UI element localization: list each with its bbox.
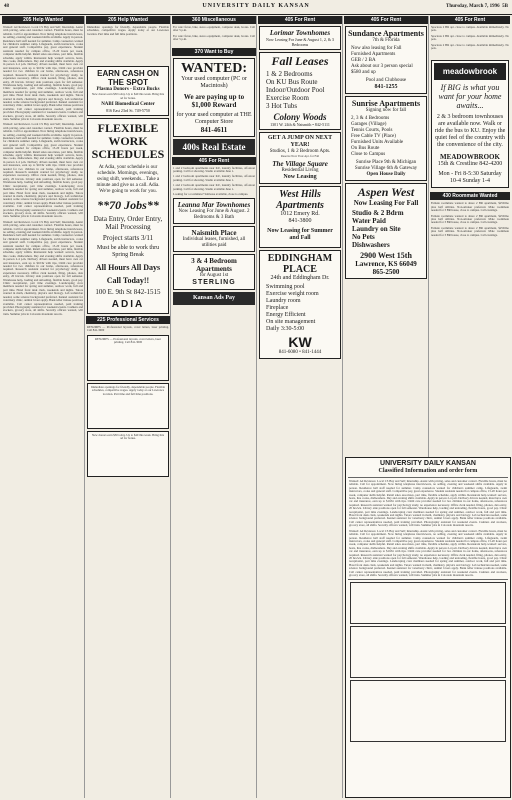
section-header-225: 225 Professional Services [86,316,170,324]
section-header: 205 Help Wanted [86,16,170,24]
feature-item: Swimming pool [266,284,305,291]
feature-item: Exercise weight room [266,291,319,298]
ad-phone: Lawrence, KS 66049 865-2500 [355,260,417,276]
village-square-ad [259,132,341,184]
ad-body: New donors earn $30 today. Up to $40 this week. Bring this ad for bonus. [91,92,165,100]
feature-item: On Bus Route [351,146,380,151]
column-help-wanted-1 [2,16,85,798]
lorimar-ad [259,26,341,50]
ad-title: Aspen West [357,185,415,199]
ad-subtitle: Plasma Donors - Extra Bucks [96,87,160,93]
ad-grid [350,680,506,742]
feature-item: GEB / 2 BA [351,58,376,63]
west-hills-ad [259,186,341,248]
ad-logo: The Village Square [272,160,328,169]
feature-item: Free Cable TV (Place) [351,134,396,139]
ad-title: FLEXIBLE WORK SCHEDULES [91,121,165,162]
sterling-ad [173,254,255,290]
ad-address: 1301 W. 24th & Naismith • 842-5111 [270,122,330,127]
classified-text-3: Spacious 2 BR apt. close to campus. Available immediately. No pets. [431,42,509,51]
ad-body: Pool and Clubhouse [365,78,407,83]
ad-body: for your used computer at THE Computer Store [176,111,252,125]
feature-item: Laundry room [266,298,301,305]
ad-title: MEADOWBROOK [440,153,500,162]
wanted-heading: WANTED: [180,60,248,76]
rate-table [350,582,506,624]
section-header: 405 For Rent [344,16,428,24]
classified-text: Spacious 2 BR apt. close to campus. Available immediately. No pets. [431,25,509,33]
computer-store-ad [173,58,255,137]
feature-item: On KU Bus Route [266,78,318,86]
classified-order-form [345,457,511,798]
real-estate-banner [173,139,255,155]
ad-subtitle-2: Residential Living [281,168,319,174]
naismith-place-ad [173,226,255,252]
section-header-405: 405 For Rent [172,157,256,165]
form-masthead: UNIVERSITY DAILY KANSAN [380,460,476,467]
classified-text-3: 1 and 2 bedroom apartments near KU, laundry facilities, off-street parking. Call for showing. Studio available June 1. [173,183,255,191]
jobs-list: Data Entry, Order Entry, Mail Processing [93,215,163,232]
jobs-count: **70 Jobs** [97,198,159,213]
issue-date: Thursday, March 7, 1996 5B [445,4,508,9]
ad-body: At Adia, your schedule is our schedule. Mornings, evenings, swing shift, weekends... Take a minute and give us a call. Adia. We're going to work for you. [96,165,160,195]
ad-subtitle: 7th & Florida [372,38,400,43]
location-2: Sunrise Village 6th & Gateway [354,166,418,171]
classified-text-2: Wanted: Ad Reviewer. Local CS Buy and Sell; Internship. Assist with pricing, sales and customer contact. Flexible hours, must be reliable. Call for appointment. Now hiring telephone interviewers, no selling, evening and weekend shifts available. Apply in person. Residence hall staff needed for summer. Camp counselors wanted for children's summer camp. Lifeguards, swim instructors, cooks and general staff. Competitive pay, great experience. Student assistant needed for campus office, 15-20 hours per week, computer skills helpful. Retail sales associates, part time, flexible schedule, apply within. Restaurant help wanted: servers, hosts, line cooks, dishwashers. Day and evening shifts available. Apply in person 2-4 p.m. Delivery drivers needed, must have own car and insurance, earn up to $10/hr with tips. Child care provider needed for two children in our home, afternoons, references required. Research assistant wanted for psychology study, no experience necessary. Office clerk needed, filing, phones, data entry, 20 hrs/wk. Library aide positions open for fall semester. Warehouse help, loading and unloading, flexible hours, good pay. Clinic receptionist, part time evenings. Landscaping crew members needed for spring and summer, outdoor work, full and part time. Hotel front desk clerk, weekends and nights. Tutors wanted in math, chemistry, physics and biology. Lab technician needed, some science background preferred. Kennel assistant for veterinary clinic, animal lovers apply. Bank teller trainee positions available. Call center representatives needed, paid training provided. Photography assistant for weekend events. Cashiers and stockers, grocery store, all shifts. Security officers wanted, will train. Summer jobs in Colorado mountain resorts. [3,122,83,219]
form-title: Classified Information and order form [378,468,478,474]
spring-break-note: Must be able to work thru Spring Break [96,245,160,259]
feature-item: Tennis Courts, Pools [351,128,393,133]
ad-phone: 841-1255 [374,84,398,90]
service-ad-text: New donors earn $30 today. Up to $40 this week. Bring this ad for bonus. [91,432,165,441]
feature-item: Daily 3:30-5:00 [266,326,305,333]
kansan-ads-banner [173,292,255,305]
leanna-mar-ad [173,198,255,224]
ad-tagline: If BIG is what you want for your home awaits... [438,83,502,111]
ad-title: EDDINGHAM PLACE [267,253,333,276]
classified-text: Female roommate wanted to share 2 BR apartment, $250/mo plus half utilities. Non-smoker preferred. Male roommate needed for 3 BR house, close to campus. Call evenings. [431,201,509,213]
classified-text: Immediate openings for friendly, dependable people. Flexible schedules, competitive wages. Apply today at our Lawrence location. Part time and full time positions. [87,25,169,36]
hours-note: All Hours All Days [95,263,161,273]
ad-subtitle: Signing now for fall [365,108,407,113]
classified-text-2: Spacious 2 BR apt. close to campus. Available immediately. No pets. [431,33,509,42]
classified-text-2: 1 and 2 bedroom apartments near KU, laundry facilities, off-street parking. Call for showing. Studio available June 1. [173,174,255,182]
section-header: 360 Miscellaneous [172,16,256,24]
feature-item: Energy Efficient [266,312,306,319]
classified-text: Wanted: Ad Reviewer. Local CS Buy and Sell; Internship. Assist with pricing, sales and customer contact. Flexible hours, must be reliable. Call for appointment. Now hiring telephone interviewers, no selling, evening and weekend shifts available. Apply in person. Residence hall staff needed for summer. Camp counselors wanted for children's summer camp. Lifeguards, swim instructors, cooks and general staff. Competitive pay, great experience. Student assistant needed for campus office, 15-20 hours per week, computer skills helpful. Retail sales associates, part time, flexible schedule, apply within. Restaurant help wanted: servers, hosts, line cooks, dishwashers. Day and evening shifts available. Apply in person 2-4 p.m. Delivery drivers needed, must have own car and insurance, earn up to $10/hr with tips. Child care provider needed for two children in our home, afternoons, references required. Research assistant wanted for psychology study, no experience necessary. Office clerk needed, filing, phones, data entry, 20 hrs/wk. Library aide positions open for fall semester. Warehouse help, loading and unloading, flexible hours, good pay. Clinic receptionist, part time evenings. Landscaping crew members needed for spring and summer, outdoor work, full and part time. Hotel front desk clerk, weekends and nights. Tutors wanted in math, chemistry, physics and biology. Lab technician needed, some science background preferred. Kennel assistant for veterinary clinic, animal lovers apply. Bank teller trainee positions available. Call center representatives needed, paid training provided. Photography assistant for weekend events. Cashiers and stockers, grocery store, all shifts. Security officers wanted, will train. Summer jobs in Colorado mountain resorts. [3,25,83,121]
aspen-west-ad [345,183,427,279]
reward-text: We are paying up to $1,000 Reward [183,92,245,109]
section-header: 205 Help Wanted [2,16,84,24]
classified-text-3: Wanted: Ad Reviewer. Local CS Buy and Sell; Internship. Assist with pricing, sales and customer contact. Flexible hours, must be reliable. Call for appointment. Now hiring telephone interviewers, no selling, evening and weekend shifts available. Apply in person. Residence hall staff needed for summer. Camp counselors wanted for children's summer camp. Lifeguards, swim instructors, cooks and general staff. Competitive pay, great experience. Student assistant needed for campus office, 15-20 hours per week, computer skills helpful. Retail sales associates, part time, flexible schedule, apply within. Restaurant help wanted: servers, hosts, line cooks, dishwashers. Day and evening shifts available. Apply in person 2-4 p.m. Delivery drivers needed, must have own car and insurance, earn up to $10/hr with tips. Child care provider needed for two children in our home, afternoons, references required. Research assistant wanted for psychology study, no experience necessary. Office clerk needed, filing, phones, data entry, 20 hrs/wk. Library aide positions open for fall semester. Warehouse help, loading and unloading, flexible hours, good pay. Clinic receptionist, part time evenings. Landscaping crew members needed for spring and summer, outdoor work, full and part time. Hotel front desk clerk, weekends and nights. Tutors wanted in math, chemistry, physics and biology. Lab technician needed, some science background preferred. Kennel assistant for veterinary clinic, animal lovers apply. Bank teller trainee positions available. Call center representatives needed, paid training provided. Photography assistant for weekend events. Cashiers and stockers, grocery store, all shifts. Security officers wanted, will train. Summer jobs in Colorado mountain resorts. [3,219,83,316]
banner-title: 400s Real Estate [182,141,246,152]
masthead [0,0,512,15]
ad-title: Sunrise Apartments [351,99,421,108]
column-for-rent-1 [258,16,343,798]
eddingham-ad [259,250,341,359]
feature-item: Dishwashers [352,241,390,249]
feature-item: Ask about our 3 person special [351,64,413,69]
kw-logo: KW [288,334,312,351]
call-today: Call Today!! [106,276,150,286]
feature-item: No Pets [352,233,375,241]
adia-ad [87,118,169,314]
banner-title: Kansan Ads Pay [192,295,235,302]
feature-item: Studio & 2 Bdrm [352,209,404,217]
colony-logo: Colony Woods [273,112,327,122]
ad-title: EARN CASH ON THE SPOT [97,69,159,88]
project-start: Project starts 3/11 [102,234,154,243]
classified-text-2: Female roommate wanted to share 2 BR apartment, $250/mo plus half utilities. Non-smoker preferred. Male roommate needed for 3 BR house, close to campus. Call evenings. [431,213,509,225]
ad-subtitle: Now Leasing For June & August 1, 2, & 3 Bedrooms [266,37,334,47]
ad-subtitle: for August 1st [199,273,229,279]
feature-list [352,209,420,249]
ad-phone: 816 East 23rd St. 749-5750 [106,108,150,114]
feature-item: Now also leasing for Fall [351,46,402,51]
feature-item: Garages (Village) [351,122,387,127]
ad-subtitle: Studios, 1 & 2 Bedroom Apts. [269,149,331,154]
classified-text: For sale: futon, bike, stereo equipment, computer desk, books. Call after 5 p.m. [173,25,255,33]
open-house: Open House Daily [366,172,406,177]
ad-phone: 841-6080 • 841-1444 [278,350,322,356]
section-header: 405 For Rent [430,16,510,24]
meadowbrook-logo: meadowbrook [434,63,506,80]
location-1: Sunrise Place 9th & Michigan [355,160,417,165]
category-table [350,626,506,678]
ad-body: Reserve Now Your Apt. for Fall [280,154,320,158]
ad-title: Naismith Place [191,229,237,238]
service-ad-2 [87,383,169,429]
ad-title: 3 & 4 Bedroom Apartments [191,257,237,274]
sundance-ad [345,26,427,94]
plasma-ad [87,66,169,116]
office-hours: Mon - Fri 8-5:30 Saturday 10-4 Sunday 1-4 [438,171,502,185]
feature-item: Furnished Units Available [351,140,404,145]
adia-logo: ADIA [111,299,145,311]
section-header-430: 430 Roommate Wanted [430,192,510,200]
ad-address: 15th & Crestline 842-4200 [437,161,503,168]
form-instructions-2: Wanted: Ad Reviewer. Local CS Buy and Sell; Internship. Assist with pricing, sales and customer contact. Flexible hours, must be reliable. Call for appointment. Now hiring telephone interviewers, no selling, evening and weekend shifts available. Apply in person. Residence hall staff needed for summer. Camp counselors wanted for children's summer camp. Lifeguards, swim instructors, cooks and general staff. Competitive pay, great experience. Student assistant needed for campus office, 15-20 hours per week, computer skills helpful. Retail sales associates, part time, flexible schedule, apply within. Restaurant help wanted: servers, hosts, line cooks, dishwashers. Day and evening shifts available. Apply in person 2-4 p.m. Delivery drivers needed, must have own car and insurance, earn up to $10/hr with tips. Child care provider needed for two children in our home, afternoons, references required. Research assistant wanted for psychology study, no experience necessary. Office clerk needed, filing, phones, data entry, 20 hrs/wk. Library aide positions open for fall semester. Warehouse help, loading and unloading, flexible hours, good pay. Clinic receptionist, part time evenings. Landscaping crew members needed for spring and summer, outdoor work, full and part time. Hotel front desk clerk, weekends and nights. Tutors wanted in math, chemistry, physics and biology. Lab technician needed, some science background preferred. Kennel assistant for veterinary clinic, animal lovers apply. Bank teller trainee positions available. Call center representatives needed, paid training provided. Photography assistant for weekend events. Cashiers and stockers, grocery store, all shifts. Security officers wanted, will train. Summer jobs in Colorado mountain resorts. [349,528,507,577]
service-ad-text: RESUMES — Professional layouts, cover letters, laser printing. Call 841-3000 [95,336,161,345]
ad-address: 100 E. 9th St 842-1515 [95,288,161,297]
feature-list [266,70,334,110]
classified-text-2: For sale: futon, bike, stereo equipment, computer desk, books. Call after 5 p.m. [173,33,255,42]
sunrise-ad [345,96,427,181]
newspaper-title: UNIVERSITY DAILY KANSAN [202,3,310,9]
feature-item: Exercise Room [266,94,309,102]
form-instructions: Wanted: Ad Reviewer. Local CS Buy and Sell; Internship. Assist with pricing, sales and customer contact. Flexible hours, must be reliable. Call for appointment. Now hiring telephone interviewers, no selling, evening and weekend shifts available. Apply in person. Residence hall staff needed for summer. Camp counselors wanted for children's summer camp. Lifeguards, swim instructors, cooks and general staff. Competitive pay, great experience. Student assistant needed for campus office, 15-20 hours per week, computer skills helpful. Retail sales associates, part time, flexible schedule, apply within. Restaurant help wanted: servers, hosts, line cooks, dishwashers. Day and evening shifts available. Apply in person 2-4 p.m. Delivery drivers needed, must have own car and insurance, earn up to $10/hr with tips. Child care provider needed for two children in our home, afternoons, references required. Research assistant wanted for psychology study, no experience necessary. Office clerk needed, filing, phones, data entry, 20 hrs/wk. Library aide positions open for fall semester. Warehouse help, loading and unloading, flexible hours, good pay. Clinic receptionist, part time evenings. Landscaping crew members needed for spring and summer, outdoor work, full and part time. Hotel front desk clerk, weekends and nights. Tutors wanted in math, chemistry, physics and biology. Lab technician needed, some science background preferred. Kennel assistant for veterinary clinic, animal lovers apply. Bank teller trainee positions available. Call center representatives needed, paid training provided. Photography assistant for weekend events. Cashiers and stockers, grocery store, all shifts. Security officers wanted, will train. Summer jobs in Colorado mountain resorts. [349,479,507,528]
ad-org: NABI Biomedical Center [101,102,155,108]
feature-list [351,46,421,76]
classified-text: 1 and 2 bedroom apartments near KU, laundry facilities, off-street parking. Call for showing. Studio available June 1. [173,165,255,174]
ad-title: West Hills Apartments [276,189,324,212]
ad-body: Individual leases, furnished, all utilities paid [182,237,246,249]
service-ad-3 [87,431,169,477]
ad-title: Lorimar Townhomes [269,29,331,37]
feature-item: Water Paid [352,217,386,225]
service-ad [87,335,169,381]
section-header-370: 370 Want to Buy [172,48,256,56]
page-number: 48 [4,4,9,9]
meadowbrook-ad [431,60,509,188]
column-for-rent-3 [430,16,510,453]
feature-list [351,116,421,158]
feature-item: 2, 3 & 4 Bedrooms [351,116,390,121]
classified-text-3: Female roommate wanted to share 2 BR apartment, $250/mo plus half utilities. Non-smoker preferred. Male roommate needed for 3 BR house, close to campus. Call evenings. [431,225,509,237]
ad-subtitle: Now Leasing For Fall [353,199,419,207]
column-miscellaneous [172,16,257,798]
feature-item: Laundry on Site [352,225,401,233]
now-leasing: Now Leasing [283,174,317,181]
classified-text-4: Looking for a roommate? Sublease available, close to campus. [173,192,249,197]
ad-subtitle: 24th and Eddingham Dr. [270,275,330,282]
feature-item: $580 and up [351,70,376,75]
sterling-logo: STERLING [192,279,236,287]
classified-text: RESUMES — Professional layouts, cover letters, laser printing. Call 841-3000 [87,325,169,333]
ad-body: Now Leasing For June & August. 2 Bedrooms & 3 Bath [178,209,250,221]
column-help-wanted-2 [86,16,171,798]
ad-body: 2 & 3 bedroom townhouses are available now. Walk or ride the bus to KU. Enjoy the quiet feel of the country with the convenience of the city. [434,114,506,149]
ad-body: Now Leasing for Summer and Fall [267,228,333,242]
ad-title: Leanna Mar Townhomes [177,201,251,210]
feature-item: 3 Hot Tubs [266,102,298,110]
feature-list [266,284,334,333]
ad-subtitle: Your used computer (PC or Macintosh) [181,75,247,89]
ad-title: GET A JUMP ON NEXT YEAR! [267,135,333,148]
colony-woods-ad [259,52,341,130]
feature-item: Fireplace [266,305,289,312]
feature-item: Furnished Apartments [351,52,396,57]
section-header: 405 For Rent [258,16,342,24]
ad-address: 1012 Emery Rd. [280,211,320,218]
ad-phone: 841-4611 [200,125,228,134]
feature-item: 1 & 2 Bedrooms [266,70,313,78]
feature-item: Close to Campus [351,152,386,157]
ad-phone: 841-3800 [288,218,312,225]
ad-title: Sundance Apartments [348,29,424,38]
ad-title: Fall Leases [271,54,329,68]
ad-address: 2900 West 15th [360,251,412,260]
service-ad-text: Immediate openings for friendly, dependable people. Flexible schedules, competitive wages. Apply today at our Lawrence location. Part time and full time positions. [91,384,165,396]
feature-item: On site management [266,319,316,326]
feature-item: Indoor/Outdoor Pool [266,86,325,94]
